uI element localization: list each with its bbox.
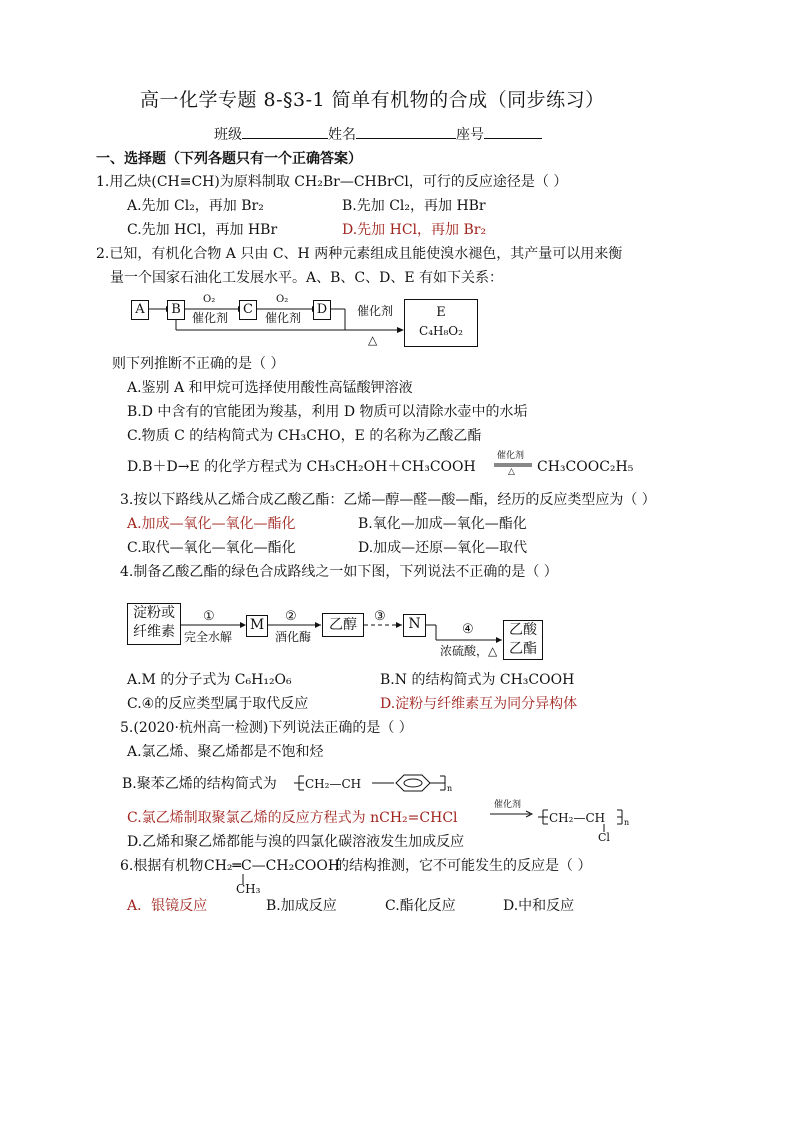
q2-box-c: C xyxy=(239,300,257,320)
q6-stem-post: 的结构推测，它不可能发生的反应是（ ） xyxy=(335,858,592,874)
q5-option-b-subscript: n xyxy=(447,784,453,793)
q5-option-c-struct: CH₂—CH xyxy=(549,811,606,825)
q4-step2: ② xyxy=(285,609,297,624)
q4-option-b: B.N 的结构简式为 CH₃COOH xyxy=(380,672,575,688)
q5-option-b-struct: CH₂—CH xyxy=(305,777,362,791)
q4-step4: ④ xyxy=(462,622,474,637)
q2-stem-line2: 量一个国家石油化工发展水平。A、B、C、D、E 有如下关系： xyxy=(110,270,504,286)
q2-e-label: E xyxy=(436,305,446,320)
q4-step2-cond: 酒化酶 xyxy=(275,630,312,644)
q3-stem: 3.按以下路线从乙烯合成乙酸乙酯：乙烯—醇—醛—酸—酯，经历的反应类型应为（ ） xyxy=(120,492,656,508)
q5-option-d: D.乙烯和聚乙烯都能与溴的四氯化碳溶液发生加成反应 xyxy=(127,834,465,850)
q2-o2-2: O₂ xyxy=(276,294,289,305)
q5-stem: 5.(2020·杭州高一检测)下列说法正确的是（ ） xyxy=(120,720,413,736)
q2-option-c: C.物质 C 的结构简式为 CH₃CHO，E 的名称为乙酸乙酯 xyxy=(127,428,482,444)
q4-option-c: C.④的反应类型属于取代反应 xyxy=(127,696,309,712)
q1-option-d: D.先加 HCl，再加 Br₂ xyxy=(342,222,487,238)
class-label: 班级 xyxy=(214,127,242,143)
q5-option-c-pre: C.氯乙烯制取聚氯乙烯的反应方程式为 nCH₂=CHCl xyxy=(127,810,458,826)
q4-option-d: D.淀粉与纤维素互为同分异构体 xyxy=(380,696,578,712)
q4-start-line2: 纤维素 xyxy=(133,624,175,640)
q2-box-a: A xyxy=(131,300,149,320)
q2-option-a: A.鉴别 A 和甲烷可选择使用酸性高锰酸钾溶液 xyxy=(127,380,413,396)
q1-option-c: C.先加 HCl，再加 HBr xyxy=(127,222,278,238)
q6-option-a: A．银镜反应 xyxy=(127,898,208,914)
q2-option-b: B.D 中含有的官能团为羧基，利用 D 物质可以清除水壶中的水垢 xyxy=(127,404,528,420)
q4-step1: ① xyxy=(203,609,215,624)
q4-box-n: N xyxy=(403,614,426,637)
q2-o2-1: O₂ xyxy=(203,294,216,305)
q3-option-d: D.加成—还原—氧化—取代 xyxy=(358,540,528,556)
q4-start-line1: 淀粉或 xyxy=(133,605,175,621)
q4-stem: 4.制备乙酸乙酯的绿色合成路线之一如下图，下列说法不正确的是（ ） xyxy=(120,564,558,580)
q1-stem: 1.用乙炔(CH≡CH)为原料制取 CH₂Br—CHBrCl，可行的反应途径是（ ） xyxy=(96,174,568,190)
q2-cat-2: 催化剂 xyxy=(265,311,302,325)
q2-stem-line1: 2.已知，有机化合物 A 只由 C、H 两种元素组成且能使溴水褪色，其产量可以用来衡 xyxy=(96,246,623,262)
q2-option-d-cat: 催化剂 xyxy=(497,451,525,461)
q4-step3: ③ xyxy=(374,609,386,624)
q3-option-a: A.加成—氧化—氧化—酯化 xyxy=(127,516,296,532)
q5-option-c-cl: Cl xyxy=(598,831,610,844)
q2-option-d-pre: D.B＋D→E 的化学方程式为 CH₃CH₂OH＋CH₃COOH xyxy=(127,459,476,475)
q2-cat-3: 催化剂 xyxy=(357,304,394,318)
q3-option-c: C.取代—氧化—氧化—酯化 xyxy=(127,540,296,556)
q4-step1-cond: 完全水解 xyxy=(184,630,233,644)
q5-option-c-subscript: n xyxy=(624,818,630,827)
q1-option-b: B.先加 Cl₂，再加 HBr xyxy=(342,198,486,214)
q4-end-line2: 乙酯 xyxy=(509,641,537,657)
q2-option-d-post: CH₃COOC₂H₅ xyxy=(537,459,634,475)
q6-option-b: B.加成反应 xyxy=(266,898,337,914)
seat-label: 座号 xyxy=(456,127,484,143)
q6-formula: CH₂═C—CH₂COOH xyxy=(204,858,341,874)
q4-step4-cond: 浓硫酸，△ xyxy=(440,644,498,658)
section-heading: 一、选择题（下列各题只有一个正确答案） xyxy=(96,151,362,167)
page-title: 高一化学专题 8-§3-1 简单有机物的合成（同步练习） xyxy=(140,89,605,111)
q2-cat-1: 催化剂 xyxy=(192,311,229,325)
q2-heat: △ xyxy=(368,333,378,347)
q4-end-line1: 乙酸 xyxy=(509,622,537,638)
q4-option-a: A.M 的分子式为 C₆H₁₂O₆ xyxy=(127,672,292,688)
q2-option-d-heat: △ xyxy=(508,467,515,477)
name-label: 姓名 xyxy=(328,127,356,143)
q5-option-a: A.氯乙烯、聚乙烯都是不饱和烃 xyxy=(127,744,324,760)
q6-stem-pre: 6.根据有机物 xyxy=(120,858,204,874)
q2-e-formula: C₄H₈O₂ xyxy=(419,324,463,338)
q2-box-b: B xyxy=(167,300,185,320)
q6-ch3: CH₃ xyxy=(236,882,261,896)
q1-option-a: A.先加 Cl₂，再加 Br₂ xyxy=(127,198,264,214)
q6-option-c: C.酯化反应 xyxy=(385,898,456,914)
q3-option-b: B.氧化—加成—氧化—酯化 xyxy=(358,516,527,532)
q6-option-d: D.中和反应 xyxy=(503,898,575,914)
q2-box-d: D xyxy=(313,300,331,320)
q5-option-b-pre: B.聚苯乙烯的结构简式为 xyxy=(122,776,277,792)
q4-box-ethanol: 乙醇 xyxy=(322,613,364,637)
q5-option-c-cat: 催化剂 xyxy=(494,800,522,810)
q2-prompt: 则下列推断不正确的是（ ） xyxy=(112,356,285,372)
q4-box-m: M xyxy=(246,615,268,637)
